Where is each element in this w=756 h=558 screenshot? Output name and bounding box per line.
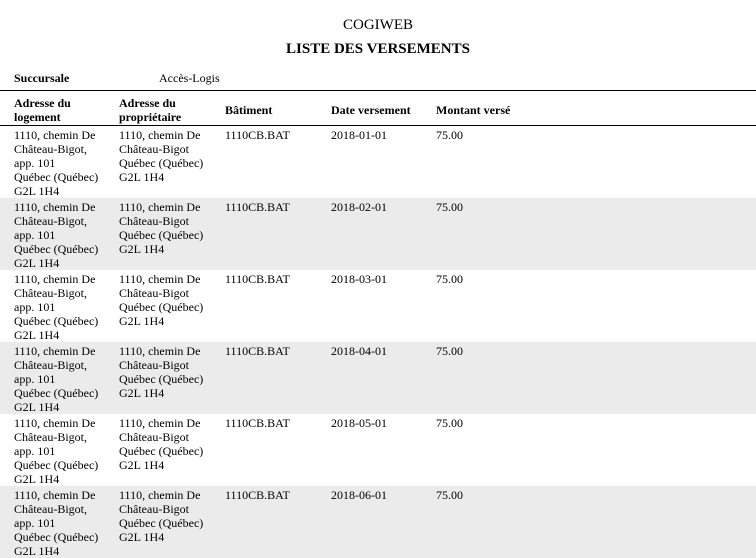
cell-unit-address: 1110, chemin De Château-Bigot, app. 101 Québec (Québec) G2L 1H4 (14, 200, 99, 270)
table-row (0, 126, 756, 198)
cell-unit-address: 1110, chemin De Château-Bigot, app. 101 Québec (Québec) G2L 1H4 (14, 416, 99, 486)
report-title: LISTE DES VERSEMENTS (286, 41, 470, 57)
cell-payment-date: 2018-01-01 (331, 128, 387, 142)
column-header-building: Bâtiment (225, 103, 273, 117)
cell-payment-date: 2018-02-01 (331, 200, 387, 214)
branch-value: Accès-Logis (159, 71, 220, 85)
cell-building: 1110CB.BAT (225, 344, 290, 358)
cell-building: 1110CB.BAT (225, 488, 290, 502)
table-row (0, 270, 756, 342)
app-title: COGIWEB (343, 17, 413, 33)
cell-owner-address: 1110, chemin De Château-Bigot Québec (Québec) G2L 1H4 (119, 200, 204, 256)
column-header-amount-paid: Montant versé (436, 103, 511, 117)
cell-amount-paid: 75.00 (436, 272, 463, 286)
cell-payment-date: 2018-05-01 (331, 416, 387, 430)
cell-building: 1110CB.BAT (225, 272, 290, 286)
cell-unit-address: 1110, chemin De Château-Bigot, app. 101 Québec (Québec) G2L 1H4 (14, 128, 99, 198)
cell-owner-address: 1110, chemin De Château-Bigot Québec (Québec) G2L 1H4 (119, 344, 204, 400)
cell-building: 1110CB.BAT (225, 416, 290, 430)
column-header-unit-address: Adresse du logement (14, 96, 71, 124)
column-header-payment-date: Date versement (331, 103, 411, 117)
table-row (0, 342, 756, 414)
cell-amount-paid: 75.00 (436, 200, 463, 214)
cell-amount-paid: 75.00 (436, 488, 463, 502)
cell-owner-address: 1110, chemin De Château-Bigot Québec (Québec) G2L 1H4 (119, 416, 204, 472)
table-header (0, 91, 756, 126)
table-row (0, 486, 756, 558)
cell-unit-address: 1110, chemin De Château-Bigot, app. 101 Québec (Québec) G2L 1H4 (14, 488, 99, 558)
cell-unit-address: 1110, chemin De Château-Bigot, app. 101 Québec (Québec) G2L 1H4 (14, 272, 99, 342)
cell-amount-paid: 75.00 (436, 128, 463, 142)
cell-unit-address: 1110, chemin De Château-Bigot, app. 101 Québec (Québec) G2L 1H4 (14, 344, 99, 414)
branch-row (0, 68, 756, 91)
branch-label: Succursale (14, 71, 70, 85)
cell-payment-date: 2018-04-01 (331, 344, 387, 358)
payments-table-body (0, 126, 756, 558)
cell-payment-date: 2018-06-01 (331, 488, 387, 502)
column-header-owner-address: Adresse du propriétaire (119, 96, 182, 124)
cell-payment-date: 2018-03-01 (331, 272, 387, 286)
cell-owner-address: 1110, chemin De Château-Bigot Québec (Québec) G2L 1H4 (119, 272, 204, 328)
cell-building: 1110CB.BAT (225, 200, 290, 214)
table-row (0, 198, 756, 270)
cell-amount-paid: 75.00 (436, 344, 463, 358)
cell-owner-address: 1110, chemin De Château-Bigot Québec (Québec) G2L 1H4 (119, 488, 204, 544)
cell-building: 1110CB.BAT (225, 128, 290, 142)
table-row (0, 414, 756, 486)
cell-owner-address: 1110, chemin De Château-Bigot Québec (Québec) G2L 1H4 (119, 128, 204, 184)
cell-amount-paid: 75.00 (436, 416, 463, 430)
